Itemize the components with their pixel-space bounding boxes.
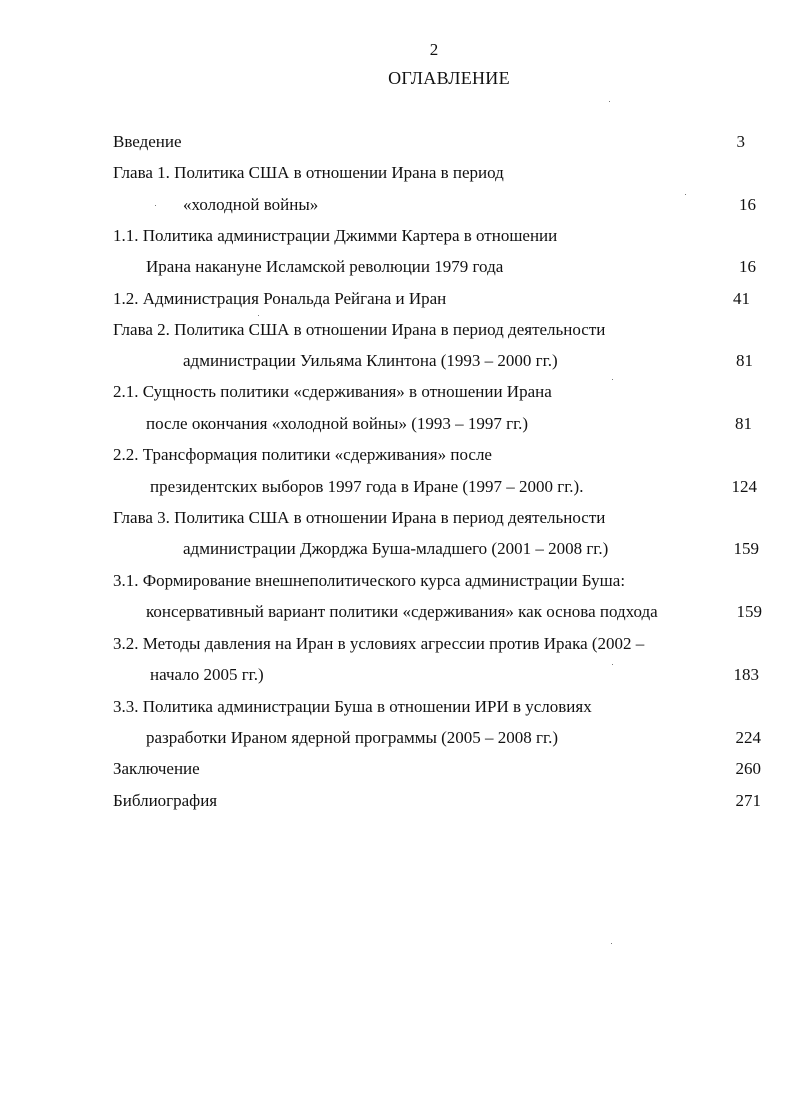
toc-page-chapter-2: 81 bbox=[736, 351, 753, 370]
toc-entry-chapter-2-cont: администрации Уильяма Клинтона (1993 – 2000 гг.) bbox=[183, 351, 558, 370]
toc-page-bibliography: 271 bbox=[735, 791, 761, 810]
toc-entry-chapter-1-cont: «холодной войны» bbox=[183, 195, 319, 214]
toc-entry-2-1-cont: после окончания «холодной войны» (1993 – 1997 гг.) bbox=[146, 414, 529, 433]
toc-page-1-1: 16 bbox=[739, 257, 756, 276]
toc-entry-2-2: 2.2. Трансформация политики «сдерживания» после bbox=[113, 445, 492, 464]
toc-page-3-3: 224 bbox=[735, 728, 761, 747]
toc-entry-1-1: 1.1. Политика администрации Джимми Картера в отношении bbox=[113, 226, 558, 245]
toc-page-introduction: 3 bbox=[736, 132, 745, 151]
toc-entry-2-2-cont: президентских выборов 1997 года в Иране (1997 – 2000 гг.). bbox=[150, 477, 584, 496]
scan-speck bbox=[258, 315, 259, 316]
toc-entry-chapter-3: Глава 3. Политика США в отношении Ирана в период деятельности bbox=[113, 508, 606, 527]
toc-entry-3-3-cont: разработки Ираном ядерной программы (2005 – 2008 гг.) bbox=[146, 728, 558, 747]
toc-page-chapter-1: 16 bbox=[739, 195, 756, 214]
toc-page-3-1: 159 bbox=[736, 602, 762, 621]
toc-page-conclusion: 260 bbox=[735, 759, 761, 778]
toc-page-2-2: 124 bbox=[731, 477, 757, 496]
toc-title: ОГЛАВЛЕНИЕ bbox=[388, 68, 510, 88]
scan-speck bbox=[609, 101, 610, 102]
toc-entry-3-2: 3.2. Методы давления на Иран в условиях агрессии против Ирака (2002 – bbox=[113, 634, 645, 653]
scan-speck bbox=[155, 205, 156, 206]
toc-entry-chapter-1: Глава 1. Политика США в отношении Ирана в период bbox=[113, 163, 504, 182]
toc-entry-3-2-cont: начало 2005 гг.) bbox=[150, 665, 264, 684]
scan-speck bbox=[685, 194, 686, 195]
page-number: 2 bbox=[429, 40, 439, 59]
toc-entry-chapter-3-cont: администрации Джорджа Буша-младшего (2001 – 2008 гг.) bbox=[183, 539, 609, 558]
scan-speck bbox=[612, 379, 613, 380]
toc-entry-chapter-2: Глава 2. Политика США в отношении Ирана в период деятельности bbox=[113, 320, 606, 339]
toc-entry-1-2: 1.2. Администрация Рональда Рейгана и Иран bbox=[113, 289, 447, 308]
toc-entry-3-1-cont: консервативный вариант политики «сдерживания» как основа подхода bbox=[146, 602, 658, 621]
toc-entry-1-1-cont: Ирана накануне Исламской революции 1979 года bbox=[146, 257, 504, 276]
toc-entry-3-1: 3.1. Формирование внешнеполитического курса администрации Буша: bbox=[113, 571, 626, 590]
toc-page-2-1: 81 bbox=[735, 414, 752, 433]
scan-speck bbox=[612, 664, 613, 665]
toc-entry-bibliography: Библиография bbox=[113, 791, 218, 810]
toc-entry-conclusion: Заключение bbox=[113, 759, 200, 778]
toc-entry-3-3: 3.3. Политика администрации Буша в отношении ИРИ в условиях bbox=[113, 697, 592, 716]
toc-page-1-2: 41 bbox=[733, 289, 750, 308]
scan-speck bbox=[611, 943, 612, 944]
toc-page-chapter-3: 159 bbox=[733, 539, 759, 558]
toc-entry-2-1: 2.1. Сущность политики «сдерживания» в отношении Ирана bbox=[113, 382, 552, 401]
toc-page-3-2: 183 bbox=[733, 665, 759, 684]
toc-entry-introduction: Введение bbox=[113, 132, 182, 151]
